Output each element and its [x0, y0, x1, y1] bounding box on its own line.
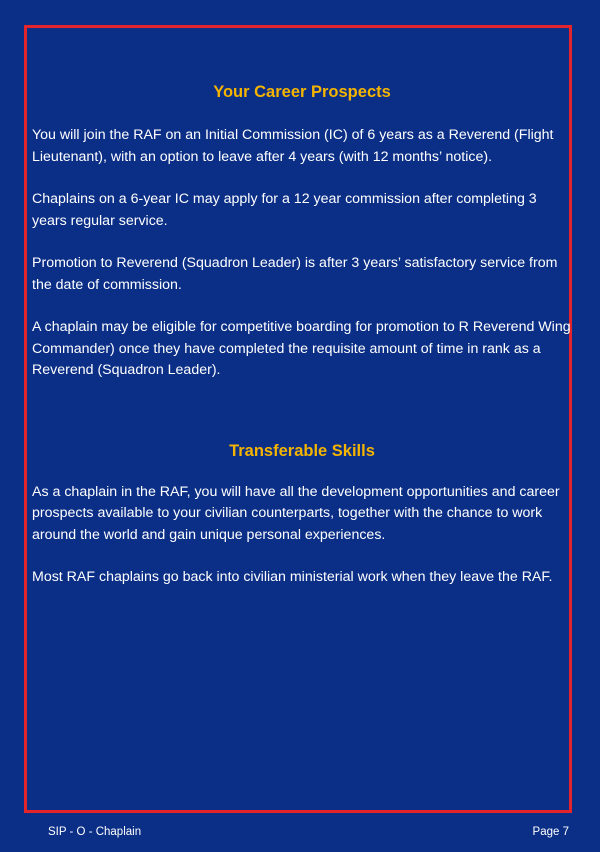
career-paragraph-3: Promotion to Reverend (Squadron Leader) is after 3 years’ satisfactory service from the date of commission.: [32, 255, 558, 293]
footer-document-ref: SIP - O - Chaplain: [48, 826, 142, 838]
career-prospects-section: [32, 80, 572, 382]
skills-paragraph-1: As a chaplain in the RAF, you will have all the development opportunities and career prospects available to your civilian counterparts, together with the chance to work around the world and gain unique personal experiences.: [32, 483, 560, 543]
career-paragraph-2: Chaplains on a 6-year IC may apply for a 12 year commission after completing 3 years regular service.: [32, 191, 537, 229]
footer-page-number: Page 7: [532, 826, 569, 838]
career-paragraph-1: You will join the RAF on an Initial Commission (IC) of 6 years as a Reverend (Flight Lieutenant), with an option to leave after 4 years (with 12 months’ notice).: [32, 127, 554, 165]
career-prospects-heading: Your Career Prospects: [213, 83, 391, 101]
transferable-skills-heading: Transferable Skills: [229, 441, 375, 460]
page-content: [32, 80, 572, 610]
transferable-skills-section: [32, 439, 572, 589]
skills-paragraph-2: Most RAF chaplains go back into civilian ministerial work when they leave the RAF.: [32, 569, 553, 585]
career-paragraph-4: A chaplain may be eligible for competitive boarding for promotion to R Reverend Wing Commander) once they have completed the requisite amount of time in rank as a Reverend (Squadron Leader).: [32, 319, 571, 378]
